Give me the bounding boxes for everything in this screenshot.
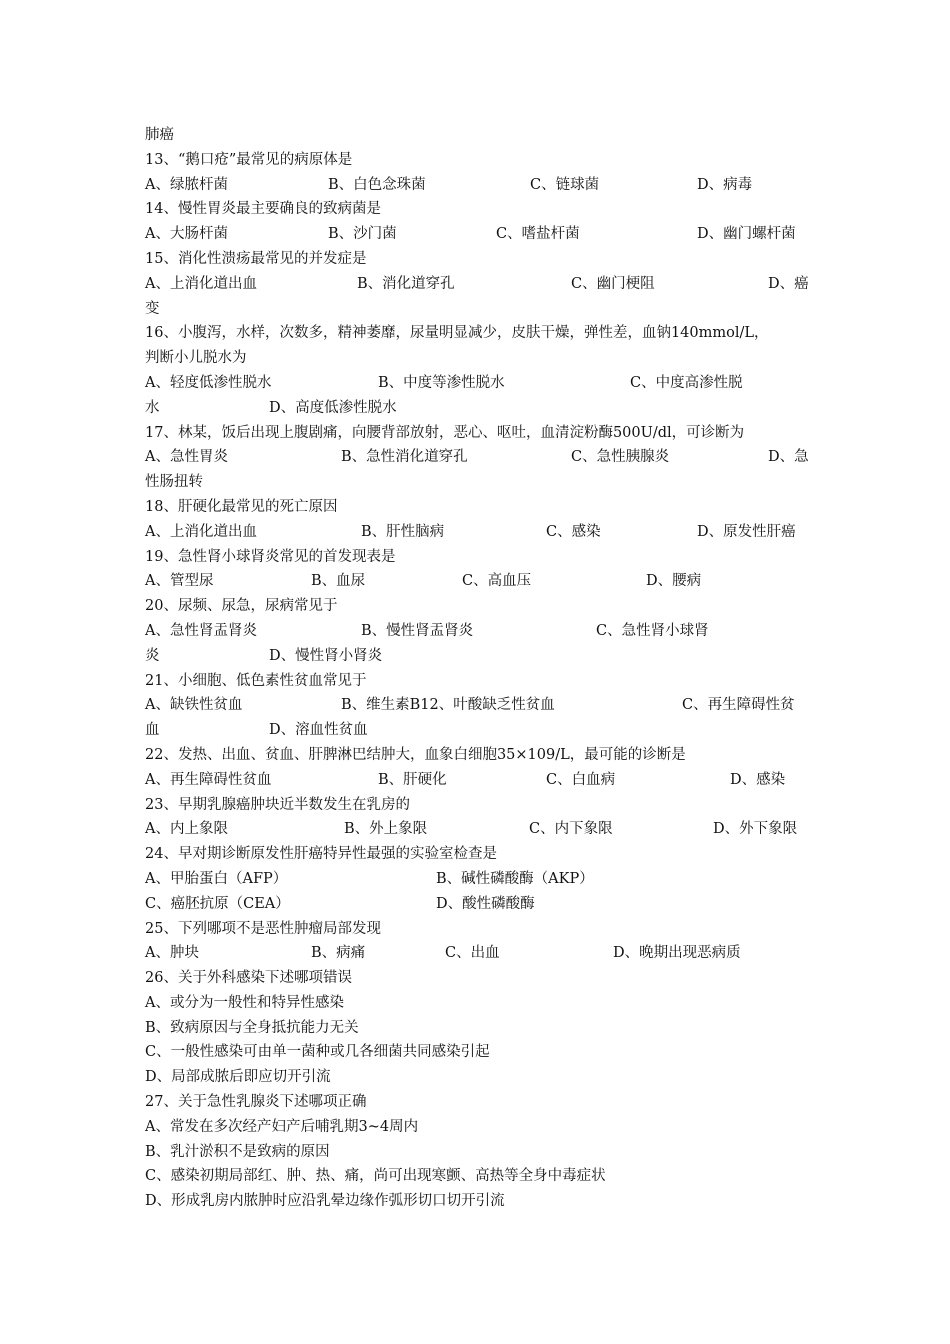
text-line: 26、关于外科感染下述哪项错误 bbox=[145, 970, 352, 987]
text-line: D、形成乳房内脓肿时应沿乳晕边缘作弧形切口切开引流 bbox=[145, 1193, 505, 1210]
answer-option: C、高血压 bbox=[462, 573, 532, 590]
answer-option: A、绿脓杆菌 bbox=[145, 176, 228, 193]
answer-option: C、感染 bbox=[546, 523, 601, 540]
options-line bbox=[145, 619, 810, 644]
text-line: C、感染初期局部红、肿、热、痛，尚可出现寒颤、高热等全身中毒症状 bbox=[145, 1168, 606, 1185]
answer-option: C、癌胚抗原（CEA） bbox=[145, 895, 290, 912]
answer-option: A、肿块 bbox=[145, 945, 199, 962]
answer-option: B、急性消化道穿孔 bbox=[341, 449, 468, 466]
text-line: 21、小细胞、低色素性贫血常见于 bbox=[145, 672, 367, 689]
text-line: 15、消化性溃疡最常见的并发症是 bbox=[145, 250, 367, 267]
text-line: C、一般性感染可由单一菌种或几各细菌共同感染引起 bbox=[145, 1044, 490, 1061]
options-line bbox=[145, 718, 810, 743]
answer-option: D、酸性磷酸酶 bbox=[436, 895, 535, 912]
answer-option: B、碱性磷酸酶（AKP） bbox=[436, 870, 594, 887]
text-line: 判断小儿脱水为 bbox=[145, 350, 247, 367]
answer-option: B、病痛 bbox=[311, 945, 366, 962]
answer-option: D、腰病 bbox=[646, 573, 702, 590]
answer-option: A、急性肾盂肾炎 bbox=[145, 622, 257, 639]
options-line bbox=[145, 867, 810, 892]
answer-option: B、血尿 bbox=[311, 573, 366, 590]
answer-option: D、癌 bbox=[768, 275, 809, 292]
answer-option: C、再生障碍性贫 bbox=[682, 697, 795, 714]
answer-option: A、轻度低渗性脱水 bbox=[145, 374, 272, 391]
text-line: 18、肝硬化最常见的死亡原因 bbox=[145, 498, 338, 515]
options-line bbox=[145, 892, 810, 917]
answer-option: B、消化道穿孔 bbox=[357, 275, 455, 292]
text-line: 22、发热、出血、贫血、肝脾淋巴结肿大，血象白细胞35×109/L，最可能的诊断是 bbox=[145, 746, 686, 763]
answer-option: A、急性胃炎 bbox=[145, 449, 228, 466]
answer-option: C、白血病 bbox=[546, 771, 616, 788]
answer-option: D、慢性肾小肾炎 bbox=[269, 647, 383, 664]
text-line: 16、小腹泻，水样，次数多，精神萎靡，尿量明显减少，皮肤干燥，弹性差，血钠140mmol/L， bbox=[145, 325, 769, 342]
answer-option: D、原发性肝癌 bbox=[697, 523, 796, 540]
answer-option: A、上消化道出血 bbox=[145, 275, 257, 292]
options-line bbox=[145, 272, 810, 297]
answer-option: A、上消化道出血 bbox=[145, 523, 257, 540]
answer-option: C、链球菌 bbox=[530, 176, 600, 193]
options-line bbox=[145, 941, 810, 966]
text-line: 13、“鹅口疮”最常见的病原体是 bbox=[145, 151, 353, 168]
answer-option: A、大肠杆菌 bbox=[145, 226, 228, 243]
answer-option: A、内上象限 bbox=[145, 821, 228, 838]
answer-option: A、甲胎蛋白（AFP） bbox=[145, 870, 288, 887]
options-line bbox=[145, 644, 810, 669]
answer-option: A、管型尿 bbox=[145, 573, 214, 590]
options-line bbox=[145, 693, 810, 718]
options-line bbox=[145, 520, 810, 545]
text-line: 肺癌 bbox=[145, 127, 174, 143]
answer-option: A、再生障碍性贫血 bbox=[145, 771, 272, 788]
text-line: A、常发在多次经产妇产后哺乳期3~4周内 bbox=[145, 1118, 419, 1135]
text-line: 23、早期乳腺癌肿块近半数发生在乳房的 bbox=[145, 796, 410, 813]
answer-option: 炎 bbox=[145, 647, 160, 664]
options-line bbox=[145, 173, 810, 198]
answer-option: D、感染 bbox=[730, 771, 786, 788]
answer-option: B、外上象限 bbox=[344, 821, 428, 838]
options-line bbox=[145, 222, 810, 247]
answer-option: A、缺铁性贫血 bbox=[145, 697, 243, 714]
answer-option: C、急性胰腺炎 bbox=[571, 449, 670, 466]
text-line: 20、尿频、尿急，尿病常见于 bbox=[145, 598, 338, 615]
options-line bbox=[145, 569, 810, 594]
text-line: 17、林某，饭后出现上腹剧痛，向腰背部放射，恶心、呕吐，血清淀粉酶500U/dl，可诊断为 bbox=[145, 424, 745, 441]
answer-option: D、急 bbox=[768, 449, 809, 466]
answer-option: C、幽门梗阻 bbox=[571, 275, 655, 292]
answer-option: 水 bbox=[145, 399, 160, 416]
answer-option: C、嗜盐杆菌 bbox=[496, 226, 580, 243]
options-line bbox=[145, 371, 810, 396]
text-line: B、致病原因与全身抵抗能力无关 bbox=[145, 1019, 359, 1036]
answer-option: B、中度等渗性脱水 bbox=[378, 374, 505, 391]
answer-option: B、沙门菌 bbox=[328, 226, 397, 243]
answer-option: B、维生素B12、叶酸缺乏性贫血 bbox=[341, 697, 555, 714]
answer-option: D、外下象限 bbox=[713, 821, 798, 838]
answer-option: C、急性肾小球肾 bbox=[596, 622, 709, 639]
text-line: A、或分为一般性和特异性感染 bbox=[145, 994, 344, 1011]
answer-option: D、病毒 bbox=[697, 176, 753, 193]
text-line: D、局部成脓后即应切开引流 bbox=[145, 1069, 331, 1086]
answer-option: B、白色念珠菌 bbox=[328, 176, 426, 193]
text-line: 27、关于急性乳腺炎下述哪项正确 bbox=[145, 1094, 367, 1111]
text-line: 变 bbox=[145, 300, 160, 317]
document-page bbox=[145, 123, 810, 1214]
answer-option: C、中度高渗性脱 bbox=[630, 374, 743, 391]
text-line: 25、下列哪项不是恶性肿瘤局部发现 bbox=[145, 920, 381, 937]
text-line: 性肠扭转 bbox=[145, 474, 203, 491]
answer-option: B、肝性脑病 bbox=[361, 523, 445, 540]
answer-option: B、慢性肾盂肾炎 bbox=[361, 622, 474, 639]
options-line bbox=[145, 396, 810, 421]
options-line bbox=[145, 445, 810, 470]
answer-option: C、内下象限 bbox=[529, 821, 613, 838]
text-line: 19、急性肾小球肾炎常见的首发现表是 bbox=[145, 548, 396, 565]
options-line bbox=[145, 817, 810, 842]
answer-option: D、幽门螺杆菌 bbox=[697, 226, 796, 243]
answer-option: B、肝硬化 bbox=[378, 771, 447, 788]
text-line: 24、早对期诊断原发性肝癌特异性最强的实验室检查是 bbox=[145, 846, 497, 863]
answer-option: C、出血 bbox=[445, 945, 500, 962]
answer-option: 血 bbox=[145, 722, 160, 739]
text-line: B、乳汁淤积不是致病的原因 bbox=[145, 1143, 330, 1160]
text-line: 14、慢性胃炎最主要确良的致病菌是 bbox=[145, 201, 381, 218]
answer-option: D、高度低渗性脱水 bbox=[269, 399, 397, 416]
answer-option: D、晚期出现恶病质 bbox=[613, 945, 741, 962]
answer-option: D、溶血性贫血 bbox=[269, 722, 368, 739]
options-line bbox=[145, 768, 810, 793]
